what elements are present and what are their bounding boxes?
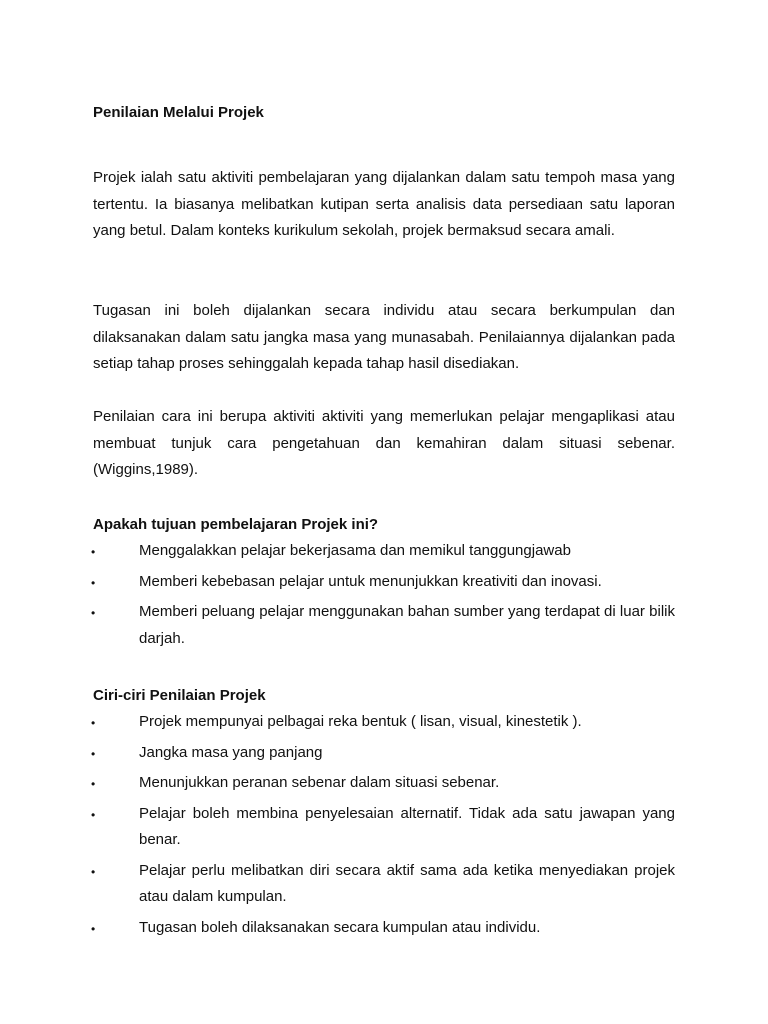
paragraph-task: Tugasan ini boleh dijalankan secara individu atau secara berkumpulan dan dilaksanakan dalam satu jangka masa yang munasabah. Penilaiannya dijalankan pada setiap tahap proses sehinggalah kepada tahap hasil disediakan. <box>93 302 675 372</box>
list-item <box>93 915 675 942</box>
list-item-text: Jangka masa yang panjang <box>139 743 323 761</box>
paragraph-definition: Projek ialah satu aktiviti pembelajaran yang dijalankan dalam satu tempoh masa yang tertentu. Ia biasanya melibatkan kutipan serta analisis data persediaan satu laporan yang betul. Dalam konteks kurikulum sekolah, projek bermaksud secara amali. <box>93 169 675 239</box>
bullet-icon: • <box>91 545 96 559</box>
paragraph-assessment: Penilaian cara ini berupa aktiviti aktiviti yang memerlukan pelajar mengaplikasi atau membuat tunjuk cara pengetahuan dan kemahiran dalam situasi sebenar. (Wiggins,1989). <box>93 408 675 478</box>
section-heading-characteristics: Ciri-ciri Penilaian Projek <box>93 687 266 704</box>
list-item-text: Pelajar perlu melibatkan diri secara aktif sama ada ketika menyediakan projek atau dalam kumpulan. <box>139 861 675 905</box>
bullet-icon: • <box>91 864 96 879</box>
list-item-text: Memberi peluang pelajar menggunakan bahan sumber yang terdapat di luar bilik darjah. <box>139 603 675 647</box>
bullet-icon: • <box>91 746 96 761</box>
list-item-text: Memberi kebebasan pelajar untuk menunjukkan kreativiti dan inovasi. <box>139 572 602 590</box>
document-page <box>93 0 675 1024</box>
list-item <box>93 538 675 565</box>
characteristics-list <box>93 709 675 945</box>
bullet-icon: • <box>91 575 96 590</box>
bullet-icon: • <box>91 716 96 730</box>
objectives-list <box>93 538 675 656</box>
list-item <box>93 709 675 736</box>
bullet-icon: • <box>91 777 96 791</box>
list-item <box>93 858 675 911</box>
list-item-text: Tugasan boleh dilaksanakan secara kumpulan atau individu. <box>139 918 541 936</box>
list-item <box>93 740 675 767</box>
section-heading-objectives: Apakah tujuan pembelajaran Projek ini? <box>93 516 379 533</box>
list-item-text: Pelajar boleh membina penyelesaian alternatif. Tidak ada satu jawapan yang benar. <box>139 804 675 848</box>
list-item <box>93 770 675 797</box>
list-item-text: Menggalakkan pelajar bekerjasama dan memikul tanggungjawab <box>139 542 571 559</box>
bullet-icon: • <box>91 921 96 936</box>
bullet-icon: • <box>91 807 96 822</box>
list-item-text: Menunjukkan peranan sebenar dalam situasi sebenar. <box>139 774 500 791</box>
list-item-text: Projek mempunyai pelbagai reka bentuk ( lisan, visual, kinestetik ). <box>139 713 582 730</box>
bullet-icon: • <box>91 606 96 620</box>
list-item <box>93 569 675 596</box>
list-item <box>93 599 675 652</box>
list-item <box>93 801 675 854</box>
document-title: Penilaian Melalui Projek <box>93 104 264 121</box>
